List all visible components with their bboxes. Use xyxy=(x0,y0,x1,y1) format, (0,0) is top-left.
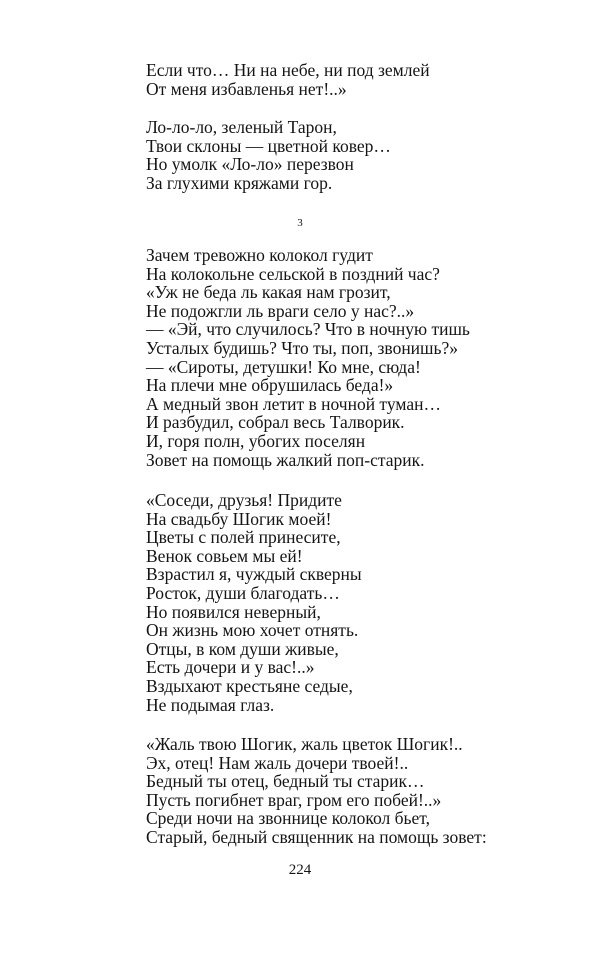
poem-line: Цветы с полей принесите, xyxy=(146,527,341,548)
poem-stanza xyxy=(146,61,430,98)
poem-line: И разбудил, собрал весь Талворик. xyxy=(146,412,405,433)
poem-line: Зачем тревожно колокол гудит xyxy=(146,245,373,265)
poem-line: За глухими кряжами гор. xyxy=(146,172,333,193)
poem-line: Твои склоны — цветной ковер… xyxy=(146,135,391,156)
poem-line: «Соседи, друзья! Придите xyxy=(146,490,342,510)
poem-line: Но появился неверный, xyxy=(146,601,321,622)
poem-line: Если что… Ни на небе, ни под землей xyxy=(146,60,430,80)
poem-line: Он жизнь мою хочет отнять. xyxy=(146,620,359,641)
poem-line: — «Эй, что случилось? Что в ночную тишь xyxy=(146,319,470,340)
page-number: 224 xyxy=(288,862,312,878)
poem-line: А медный звон летит в ночной туман… xyxy=(146,393,441,414)
poem-line: На колокольне сельской в поздний час? xyxy=(146,263,440,284)
poem-line: Старый, бедный священник на помощь зовет: xyxy=(146,826,487,847)
poem-line: — «Сироты, детушки! Ко мне, сюда! xyxy=(146,356,421,377)
poem-line: Усталых будишь? Что ты, поп, звонишь?» xyxy=(146,337,459,358)
poem-line: Эх, отец! Нам жаль дочери твоей!.. xyxy=(146,752,409,773)
poem-line: На свадьбу Шогик моей! xyxy=(146,508,332,529)
poem-line: Среди ночи на звоннице колокол бьет, xyxy=(146,808,430,829)
poem-line: Вздыхают крестьяне седые, xyxy=(146,675,353,696)
poem-line: Не подожгли ль враги село у нас?..» xyxy=(146,300,415,321)
poem-line: Есть дочери и у вас!..» xyxy=(146,657,315,678)
poem-line: И, горя полн, убогих поселян xyxy=(146,430,366,451)
poem-line: «Уж не беда ль какая нам грозит, xyxy=(146,282,391,303)
poem-stanza xyxy=(146,118,391,192)
poem-line: Взрастил я, чуждый скверны xyxy=(146,564,362,585)
poem-stanza xyxy=(146,246,470,469)
poem-line: Но умолк «Ло-ло» перезвон xyxy=(146,154,354,175)
poem-line: «Жаль твою Шогик, жаль цветок Шогик!.. xyxy=(146,734,463,754)
poem-line: На плечи мне обрушилась беда!» xyxy=(146,375,394,396)
section-number: 3 xyxy=(297,217,303,229)
poem-line: Росток, души благодать… xyxy=(146,582,340,603)
poem-line: Зовет на помощь жалкий поп-старик. xyxy=(146,449,425,470)
poem-stanza xyxy=(146,491,362,714)
poem-stanza xyxy=(146,735,487,847)
poem-line: Бедный ты отец, бедный ты старик… xyxy=(146,771,425,792)
poem-line: Пусть погибнет враг, гром его побей!..» xyxy=(146,789,442,810)
poem-line: Отцы, в ком души живые, xyxy=(146,638,339,659)
poem-line: Венок совьем мы ей! xyxy=(146,545,303,566)
poem-line: Ло-ло-ло, зеленый Тарон, xyxy=(146,117,337,137)
poem-line: Не подымая глаз. xyxy=(146,694,275,715)
poem-line: От меня избавленья нет!..» xyxy=(146,78,347,99)
